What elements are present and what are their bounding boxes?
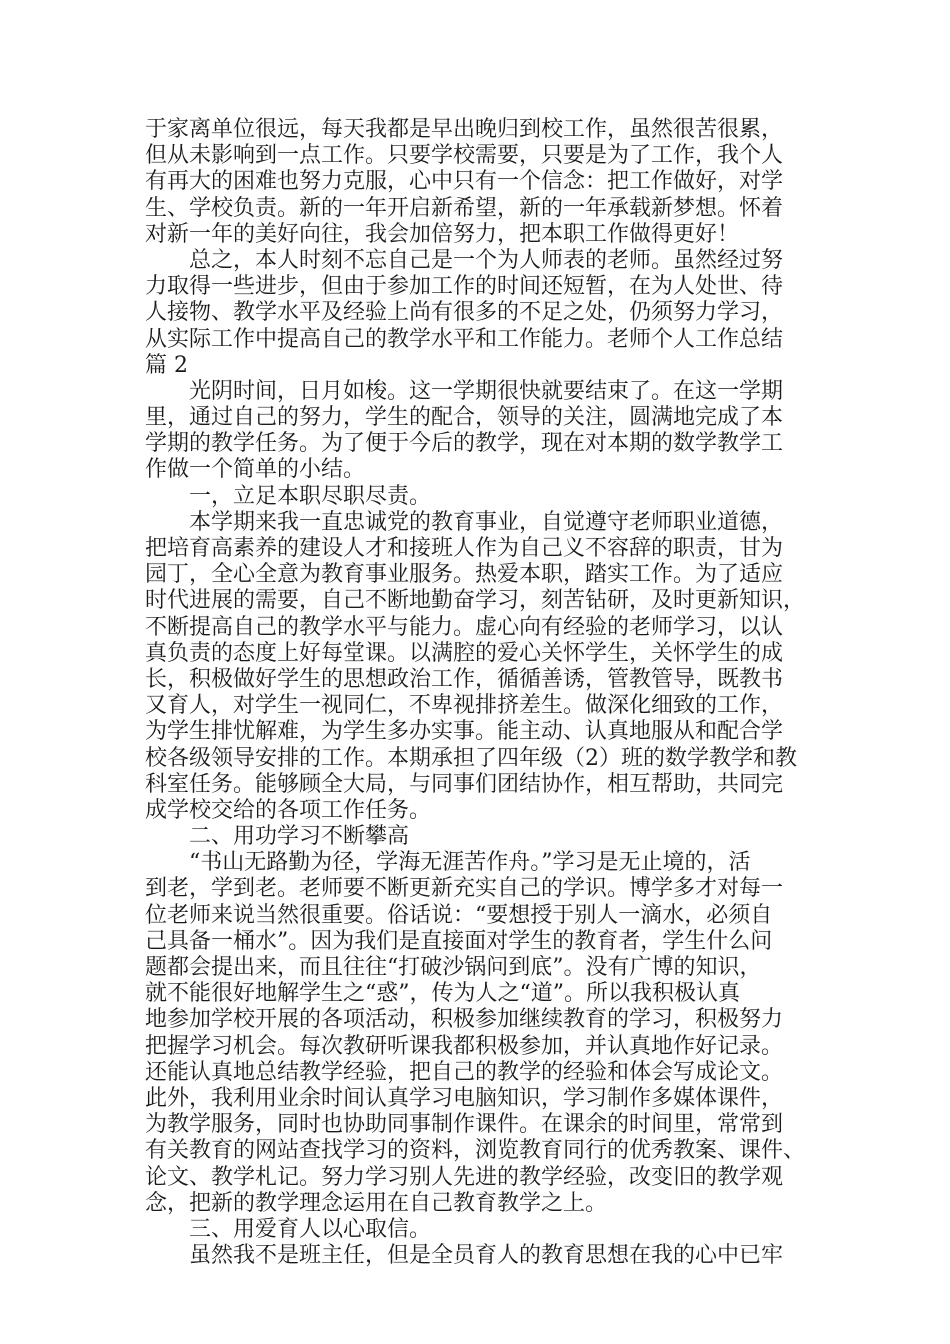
text-line: 人接物、教学水平及经验上尚有很多的不足之处，仍须努力学习， <box>145 300 784 326</box>
text-line: 题都会提出来，而且往往“打破沙锅问到底”。没有广博的知识， <box>145 955 762 980</box>
text-line: 长，积极做好学生的思想政治工作，循循善诱，管教管导，既教书 <box>145 666 784 692</box>
text-line: 三、用爱育人以心取信。 <box>189 1216 432 1242</box>
text-line: 里，通过自己的努力，学生的配合，领导的关注，圆满地完成了本 <box>145 405 784 431</box>
text-line: 生、学校负责。新的一年开启新希望，新的一年承载新梦想。怀着 <box>145 195 784 221</box>
text-line: 校各级领导安排的工作。本期承担了四年级（2）班的数学教学和教 <box>145 745 797 771</box>
text-line: 总之，本人时刻不忘自己是一个为人师表的老师。虽然经过努 <box>189 247 784 273</box>
text-line: 念，把新的教学理念运用在自己教育教学之上。 <box>145 1190 608 1216</box>
text-line: 为教学服务，同时也协助同事制作课件。在课余的时间里，常常到 <box>145 1112 784 1138</box>
text-line: “书山无路勤为径，学海无涯苦作舟。”学习是无止境的，活 <box>189 850 751 876</box>
text-line: 不断提高自己的教学水平与能力。虚心向有经验的老师学习，以认 <box>145 614 784 640</box>
text-line: 把握学习机会。每次教研听课我都积极参加，并认真地作好记录。 <box>145 1033 784 1059</box>
text-line: 篇 2 <box>145 352 188 378</box>
text-line: 本学期来我一直忠诚党的教育事业，自觉遵守老师职业道德， <box>189 509 784 535</box>
text-line: 有关教育的网站查找学习的资料，浏览教育同行的优秀教案、课件、 <box>145 1138 806 1164</box>
text-line: 论文、教学札记。努力学习别人先进的教学经验，改变旧的教学观 <box>145 1164 784 1190</box>
text-line: 位老师来说当然很重要。俗话说：“要想授于别人一滴水，必须自 <box>145 902 773 928</box>
text-line: 二、用功学习不断攀高 <box>189 824 410 850</box>
text-line: 光阴时间，日月如梭。这一学期很快就要结束了。在这一学期 <box>189 378 784 404</box>
text-line: 地参加学校开展的各项活动，积极参加继续教育的学习，积极努力 <box>145 1007 784 1033</box>
text-line: 一，立足本职尽职尽责。 <box>189 483 432 509</box>
document-body <box>145 117 825 1269</box>
text-line: 真负责的态度上好每堂课。以满腔的爱心关怀学生，关怀学生的成 <box>145 640 784 666</box>
text-line: 但从未影响到一点工作。只要学校需要，只要是为了工作，我个人 <box>145 143 784 169</box>
text-line: 把培育高素养的建设人才和接班人作为自己义不容辞的职责，甘为 <box>145 536 784 561</box>
text-line: 力取得一些进步，但由于参加工作的时间还短暂，在为人处世、待 <box>145 274 784 300</box>
text-line: 有再大的困难也努力克服，心中只有一个信念：把工作做好，对学 <box>145 169 784 195</box>
text-line: 虽然我不是班主任，但是全员育人的教育思想在我的心中已牢 <box>189 1243 784 1269</box>
text-line: 就不能很好地解学生之“惑”，传为人之“道”。所以我积极认真 <box>145 981 740 1007</box>
text-line: 园丁，全心全意为教育事业服务。热爱本职，踏实工作。为了适应 <box>145 562 784 588</box>
text-line: 还能认真地总结教学经验，把自己的教学的经验和体会写成论文。 <box>145 1059 784 1085</box>
text-line: 于家离单位很远，每天我都是早出晚归到校工作，虽然很苦很累， <box>145 117 784 142</box>
text-line: 己具备一桶水”。因为我们是直接面对学生的教育者，学生什么问 <box>145 928 773 954</box>
text-line: 为学生排忧解难，为学生多办实事。能主动、认真地服从和配合学 <box>145 719 784 745</box>
text-line: 此外，我利用业余时间认真学习电脑知识，学习制作多媒体课件， <box>145 1085 784 1111</box>
text-line: 又育人，对学生一视同仁，不卑视排挤差生。做深化细致的工作， <box>145 693 784 719</box>
text-line: 作做一个简单的小结。 <box>145 457 366 483</box>
text-line: 成学校交给的各项工作任务。 <box>145 797 432 823</box>
text-line: 对新一年的美好向往，我会加倍努力，把本职工作做得更好！ <box>145 221 740 247</box>
text-line: 科室任务。能够顾全大局，与同事们团结协作，相互帮助，共同完 <box>145 771 784 797</box>
text-line: 到老，学到老。老师要不断更新充实自己的学识。博学多才对每一 <box>145 876 784 902</box>
text-line: 学期的教学任务。为了便于今后的教学，现在对本期的数学教学工 <box>145 431 784 457</box>
text-line: 从实际工作中提高自己的教学水平和工作能力。老师个人工作总结 <box>145 326 784 352</box>
text-line: 时代进展的需要，自己不断地勤奋学习，刻苦钻研，及时更新知识， <box>145 588 806 614</box>
